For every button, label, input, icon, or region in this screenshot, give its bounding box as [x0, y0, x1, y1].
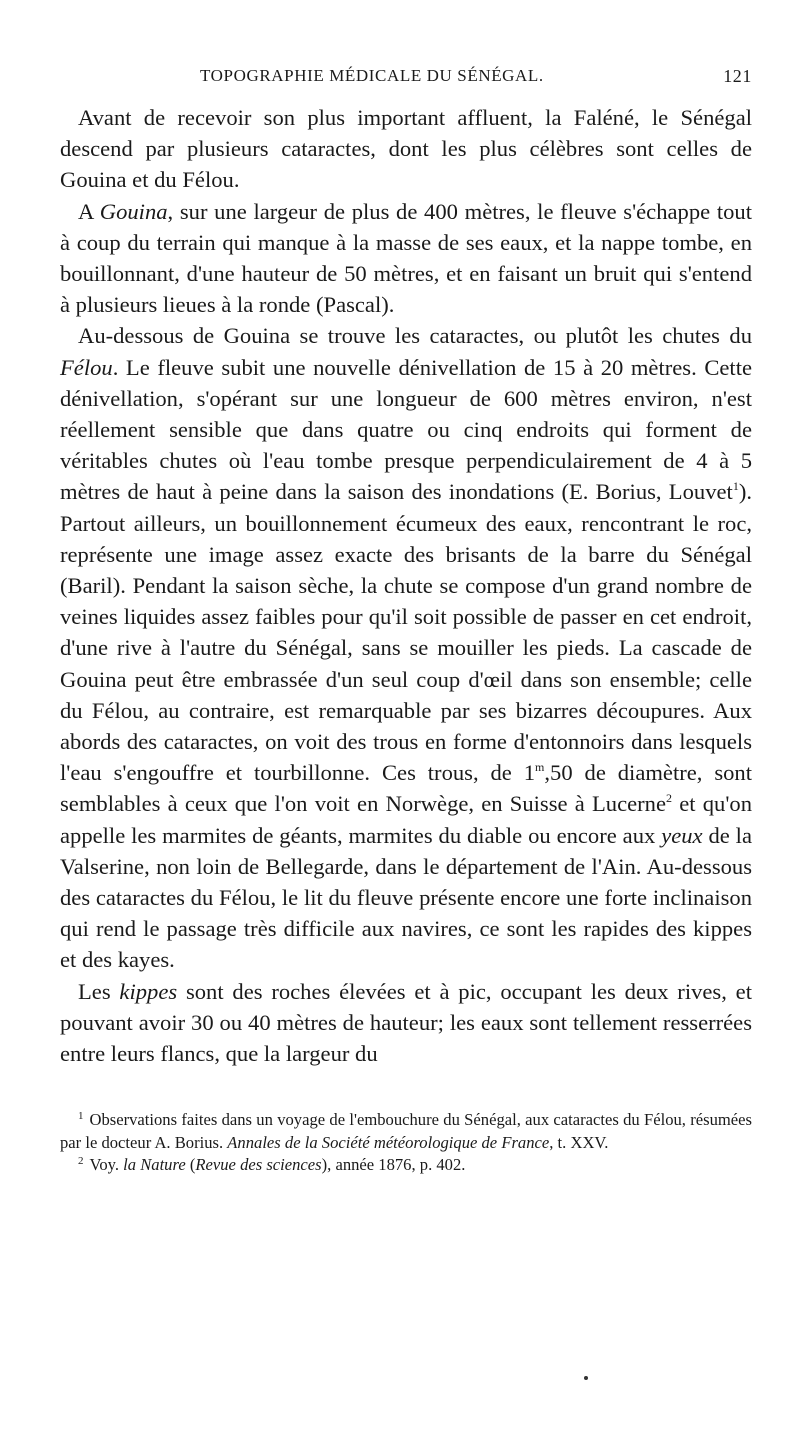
footnote-ref-1: 1 [732, 479, 739, 494]
italic-kippes: kippes [119, 978, 178, 1004]
book-page [60, 58, 752, 1177]
footnote-1: $^1$ Observations faites dans un voyage de l'embouchure du Sénégal, aux cataractes du Félou, résumées par le docteur A. Borius. Annales de la Société météorologique de France, t. XXV. [60, 1110, 752, 1152]
italic-annales: Annales de la Société météorologique de France [227, 1132, 550, 1152]
running-title: TOPOGRAPHIE MÉDICALE DU SÉNÉGAL. [200, 66, 544, 85]
italic-yeux: yeux [661, 822, 703, 848]
italic-felou: Félou [60, 354, 113, 380]
running-head [60, 58, 752, 88]
italic-gouina: Gouina [99, 198, 168, 224]
paragraph-felou: Au-dessous de Gouina se trouve les cataractes, ou plutôt les chutes du Félou. Le fleuve subit une nouvelle dénivellation de 15 à 20 mètres. Cette dénivellation, s'opérant sur une longueur de 600 mètres environ, n'est réellement sensible que dans quatre ou cinq endroits qui forment de véritables chutes où l'eau tombe presque perpendiculairement de 4 à 5 mètres de haut à peine dans la saison des inondations (E. Borius, Louvet$^1$). Partout ailleurs, un bouillonnement écumeux des eaux, rencontrant le roc, représente une image assez exacte des brisants de la barre du Sénégal (Baril). Pendant la saison sèche, la chute se compose d'un grand nombre de veines liquides assez faibles pour qu'il soit possible de passer en cet endroit, d'une rive à l'autre du Sénégal, sans se mouiller les pieds. La cascade de Gouina peut être embrassée d'un seul coup d'œil dans son ensemble; celle du Félou, au contraire, est remarquable par ses bizarres découpures. Aux abords des cataractes, on voit des trous en forme d'entonnoirs dans lesquels l'eau s'engouffre et tourbillonne. Ces trous, de 1$^m$,50 de diamètre, sont semblables à ceux que l'on voit en Norwège, en Suisse à Lucerne$^2$ et qu'on appelle les marmites de géants, marmites du diable ou encore aux yeux de la Valserine, non loin de Bellegarde, dans le département de l'Ain. Au-dessous des cataractes du Félou, le lit du fleuve présente encore une forte inclinaison qui rend le passage très difficile aux navires, ce sont les rapides des kippes et des kayes. [60, 323, 752, 973]
meter-superscript: m [535, 760, 545, 775]
paragraph-kippes: Les kippes sont des roches élevées et à pic, occupant les deux rives, et pouvant avoir 30 ou 40 mètres de hauteur; les eaux sont tellement resserrées entre leurs flancs, que la largeur du [60, 978, 752, 1067]
footnote-ref-2: 2 [666, 791, 672, 806]
footnote-mark-1: 1 [78, 1110, 84, 1123]
page-number: 121 [723, 66, 752, 86]
italic-revue: Revue des sciences [195, 1155, 322, 1175]
italic-la-nature: la Nature [123, 1155, 186, 1175]
ink-speck [584, 1376, 588, 1380]
body-text [60, 102, 752, 1069]
footnote-mark-2: 2 [78, 1155, 84, 1168]
paragraph-gouina: A Gouina, sur une largeur de plus de 400 mètres, le fleuve s'échappe tout à coup du terrain qui manque à la masse de ses eaux, et la nappe tombe, en bouillonnant, d'une hauteur de 50 mètres, et en faisant un bruit qui s'entend à plusieurs lieues à la ronde (Pascal). [60, 198, 752, 318]
paragraph-falene: Avant de recevoir son plus important affluent, la Faléné, le Sénégal descend par plusieurs cataractes, dont les plus célèbres sont celles de Gouina et du Félou. [60, 105, 752, 193]
footnote-2: $^2$ Voy. la Nature (Revue des sciences), année 1876, p. 402. [78, 1155, 466, 1175]
footnotes [60, 1109, 752, 1177]
